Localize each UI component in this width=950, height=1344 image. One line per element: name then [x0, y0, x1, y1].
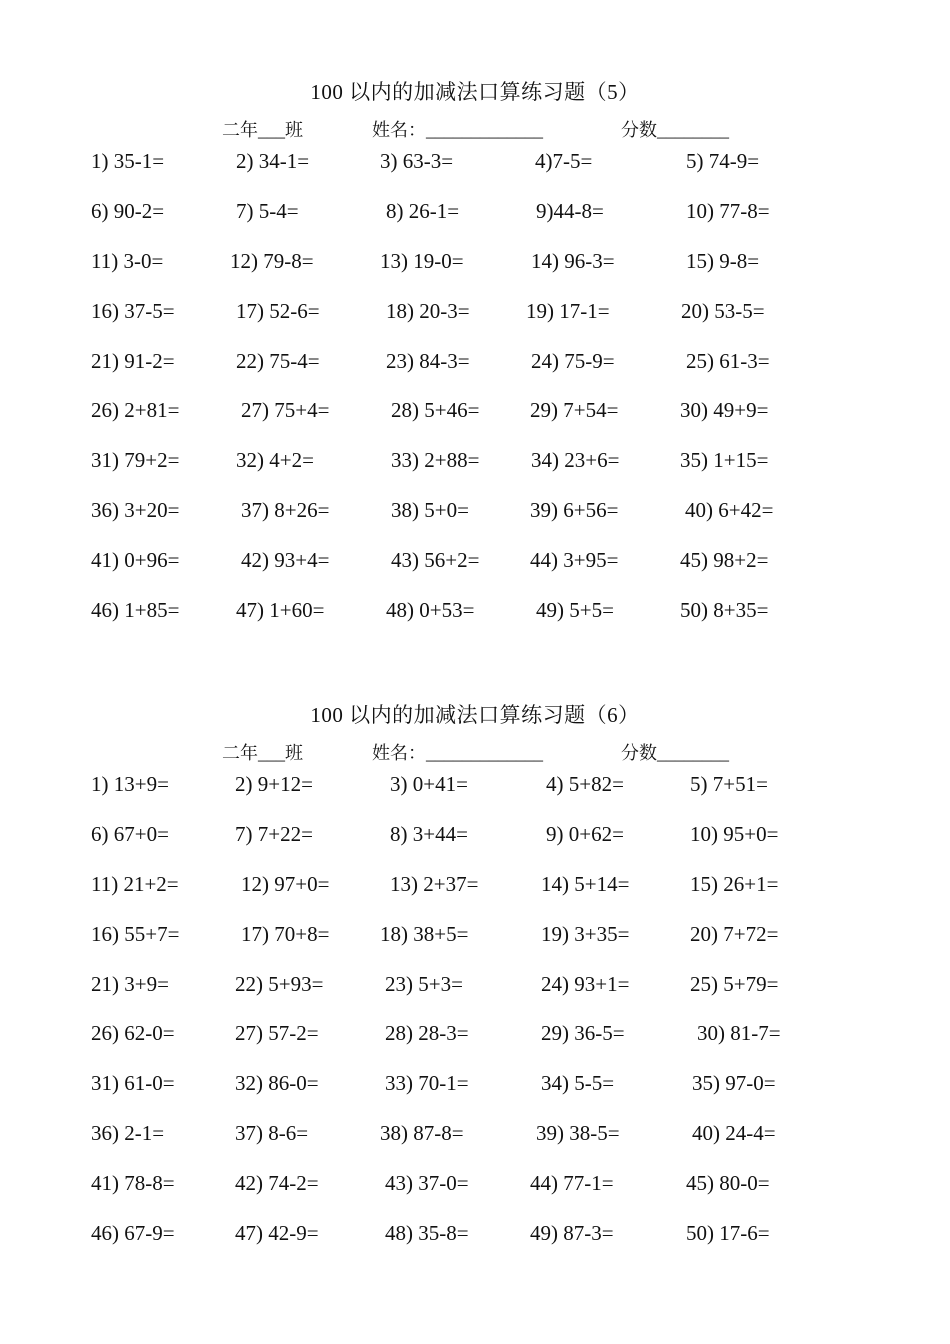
problem-row	[0, 772, 950, 802]
arithmetic-problem: 23) 84-3=	[386, 349, 470, 373]
arithmetic-problem: 12) 79-8=	[230, 249, 314, 273]
arithmetic-problem: 40) 24-4=	[692, 1121, 776, 1145]
problem-row	[0, 922, 950, 952]
arithmetic-problem: 49) 87-3=	[530, 1221, 614, 1245]
arithmetic-problem: 1) 13+9=	[91, 772, 169, 796]
arithmetic-problem: 48) 0+53=	[386, 598, 475, 622]
arithmetic-problem: 23) 5+3=	[385, 972, 463, 996]
arithmetic-problem: 45) 80-0=	[686, 1171, 770, 1195]
arithmetic-problem: 11) 21+2=	[91, 872, 179, 896]
arithmetic-problem: 46) 1+85=	[91, 598, 180, 622]
arithmetic-problem: 35) 97-0=	[692, 1071, 776, 1095]
problem-row	[0, 398, 950, 428]
arithmetic-problem: 35) 1+15=	[680, 448, 769, 472]
problem-row	[0, 1121, 950, 1151]
arithmetic-problem: 5) 74-9=	[686, 149, 760, 173]
problem-row	[0, 1071, 950, 1101]
arithmetic-problem: 41) 0+96=	[91, 548, 180, 572]
arithmetic-problem: 37) 8-6=	[235, 1121, 309, 1145]
arithmetic-problem: 28) 5+46=	[391, 398, 480, 422]
arithmetic-problem: 36) 3+20=	[91, 498, 180, 522]
arithmetic-problem: 22) 5+93=	[235, 972, 324, 996]
problem-row	[0, 249, 950, 279]
arithmetic-problem: 45) 98+2=	[680, 548, 769, 572]
arithmetic-problem: 7) 7+22=	[235, 822, 313, 846]
arithmetic-problem: 20) 53-5=	[681, 299, 765, 323]
arithmetic-problem: 39) 6+56=	[530, 498, 619, 522]
arithmetic-problem: 48) 35-8=	[385, 1221, 469, 1245]
arithmetic-problem: 13) 19-0=	[380, 249, 464, 273]
arithmetic-problem: 11) 3-0=	[91, 249, 164, 273]
arithmetic-problem: 42) 74-2=	[235, 1171, 319, 1195]
arithmetic-problem: 20) 7+72=	[690, 922, 779, 946]
arithmetic-problem: 31) 61-0=	[91, 1071, 175, 1095]
arithmetic-problem: 33) 70-1=	[385, 1071, 469, 1095]
arithmetic-problem: 34) 23+6=	[531, 448, 620, 472]
arithmetic-problem: 25) 61-3=	[686, 349, 770, 373]
arithmetic-problem: 14) 5+14=	[541, 872, 630, 896]
problem-row	[0, 598, 950, 628]
arithmetic-problem: 50) 8+35=	[680, 598, 769, 622]
problem-row	[0, 822, 950, 852]
arithmetic-problem: 19) 17-1=	[526, 299, 610, 323]
arithmetic-problem: 34) 5-5=	[541, 1071, 615, 1095]
arithmetic-problem: 44) 77-1=	[530, 1171, 614, 1195]
class-field-label: 二年___班	[222, 120, 303, 140]
arithmetic-problem: 10) 77-8=	[686, 199, 770, 223]
score-field-label: 分数________	[621, 743, 729, 763]
arithmetic-problem: 32) 4+2=	[236, 448, 314, 472]
arithmetic-problem: 43) 37-0=	[385, 1171, 469, 1195]
arithmetic-problem: 3) 0+41=	[390, 772, 468, 796]
arithmetic-problem: 4) 5+82=	[546, 772, 624, 796]
arithmetic-problem: 9) 0+62=	[546, 822, 624, 846]
arithmetic-problem: 26) 62-0=	[91, 1021, 175, 1045]
arithmetic-problem: 16) 55+7=	[91, 922, 180, 946]
arithmetic-problem: 47) 42-9=	[235, 1221, 319, 1245]
problem-row	[0, 972, 950, 1002]
problem-row	[0, 149, 950, 179]
problem-row	[0, 299, 950, 329]
arithmetic-problem: 13) 2+37=	[390, 872, 479, 896]
arithmetic-problem: 46) 67-9=	[91, 1221, 175, 1245]
arithmetic-problem: 8) 3+44=	[390, 822, 468, 846]
arithmetic-problem: 24) 75-9=	[531, 349, 615, 373]
arithmetic-problem: 17) 70+8=	[241, 922, 330, 946]
name-field-label: 姓名：_____________	[372, 120, 543, 140]
name-field-label: 姓名：_____________	[372, 743, 543, 763]
arithmetic-problem: 4)7-5=	[535, 149, 593, 173]
problem-row	[0, 349, 950, 379]
arithmetic-problem: 9)44-8=	[536, 199, 604, 223]
problem-row	[0, 872, 950, 902]
arithmetic-problem: 14) 96-3=	[531, 249, 615, 273]
arithmetic-problem: 18) 38+5=	[380, 922, 469, 946]
arithmetic-problem: 19) 3+35=	[541, 922, 630, 946]
problem-row	[0, 498, 950, 528]
arithmetic-problem: 27) 57-2=	[235, 1021, 319, 1045]
arithmetic-problem: 50) 17-6=	[686, 1221, 770, 1245]
arithmetic-problem: 2) 34-1=	[236, 149, 310, 173]
arithmetic-problem: 21) 91-2=	[91, 349, 175, 373]
arithmetic-problem: 41) 78-8=	[91, 1171, 175, 1195]
arithmetic-problem: 40) 6+42=	[685, 498, 774, 522]
arithmetic-problem: 27) 75+4=	[241, 398, 330, 422]
arithmetic-problem: 36) 2-1=	[91, 1121, 165, 1145]
arithmetic-problem: 6) 90-2=	[91, 199, 165, 223]
problem-row	[0, 199, 950, 229]
arithmetic-problem: 10) 95+0=	[690, 822, 779, 846]
arithmetic-problem: 3) 63-3=	[380, 149, 454, 173]
arithmetic-problem: 42) 93+4=	[241, 548, 330, 572]
class-field-label: 二年___班	[222, 743, 303, 763]
worksheet-title: 100 以内的加减法口算练习题（5）	[310, 80, 640, 104]
arithmetic-problem: 22) 75-4=	[236, 349, 320, 373]
arithmetic-problem: 18) 20-3=	[386, 299, 470, 323]
problem-row	[0, 448, 950, 478]
arithmetic-problem: 32) 86-0=	[235, 1071, 319, 1095]
arithmetic-problem: 38) 5+0=	[391, 498, 469, 522]
arithmetic-problem: 30) 49+9=	[680, 398, 769, 422]
arithmetic-problem: 30) 81-7=	[697, 1021, 781, 1045]
arithmetic-problem: 12) 97+0=	[241, 872, 330, 896]
problem-row	[0, 548, 950, 578]
arithmetic-problem: 43) 56+2=	[391, 548, 480, 572]
arithmetic-problem: 33) 2+88=	[391, 448, 480, 472]
arithmetic-problem: 15) 26+1=	[690, 872, 779, 896]
arithmetic-problem: 16) 37-5=	[91, 299, 175, 323]
arithmetic-problem: 15) 9-8=	[686, 249, 760, 273]
arithmetic-problem: 25) 5+79=	[690, 972, 779, 996]
arithmetic-problem: 1) 35-1=	[91, 149, 165, 173]
arithmetic-problem: 37) 8+26=	[241, 498, 330, 522]
arithmetic-problem: 7) 5-4=	[236, 199, 299, 223]
arithmetic-problem: 21) 3+9=	[91, 972, 169, 996]
problem-row	[0, 1221, 950, 1251]
arithmetic-problem: 31) 79+2=	[91, 448, 180, 472]
arithmetic-problem: 38) 87-8=	[380, 1121, 464, 1145]
arithmetic-problem: 47) 1+60=	[236, 598, 325, 622]
arithmetic-problem: 28) 28-3=	[385, 1021, 469, 1045]
arithmetic-problem: 29) 7+54=	[530, 398, 619, 422]
arithmetic-problem: 24) 93+1=	[541, 972, 630, 996]
arithmetic-problem: 29) 36-5=	[541, 1021, 625, 1045]
worksheet-title: 100 以内的加减法口算练习题（6）	[310, 703, 640, 727]
arithmetic-problem: 49) 5+5=	[536, 598, 614, 622]
arithmetic-problem: 26) 2+81=	[91, 398, 180, 422]
arithmetic-problem: 2) 9+12=	[235, 772, 313, 796]
score-field-label: 分数________	[621, 120, 729, 140]
arithmetic-problem: 39) 38-5=	[536, 1121, 620, 1145]
arithmetic-problem: 6) 67+0=	[91, 822, 169, 846]
arithmetic-problem: 44) 3+95=	[530, 548, 619, 572]
arithmetic-problem: 8) 26-1=	[386, 199, 460, 223]
problem-row	[0, 1171, 950, 1201]
arithmetic-problem: 5) 7+51=	[690, 772, 768, 796]
arithmetic-problem: 17) 52-6=	[236, 299, 320, 323]
problem-row	[0, 1021, 950, 1051]
